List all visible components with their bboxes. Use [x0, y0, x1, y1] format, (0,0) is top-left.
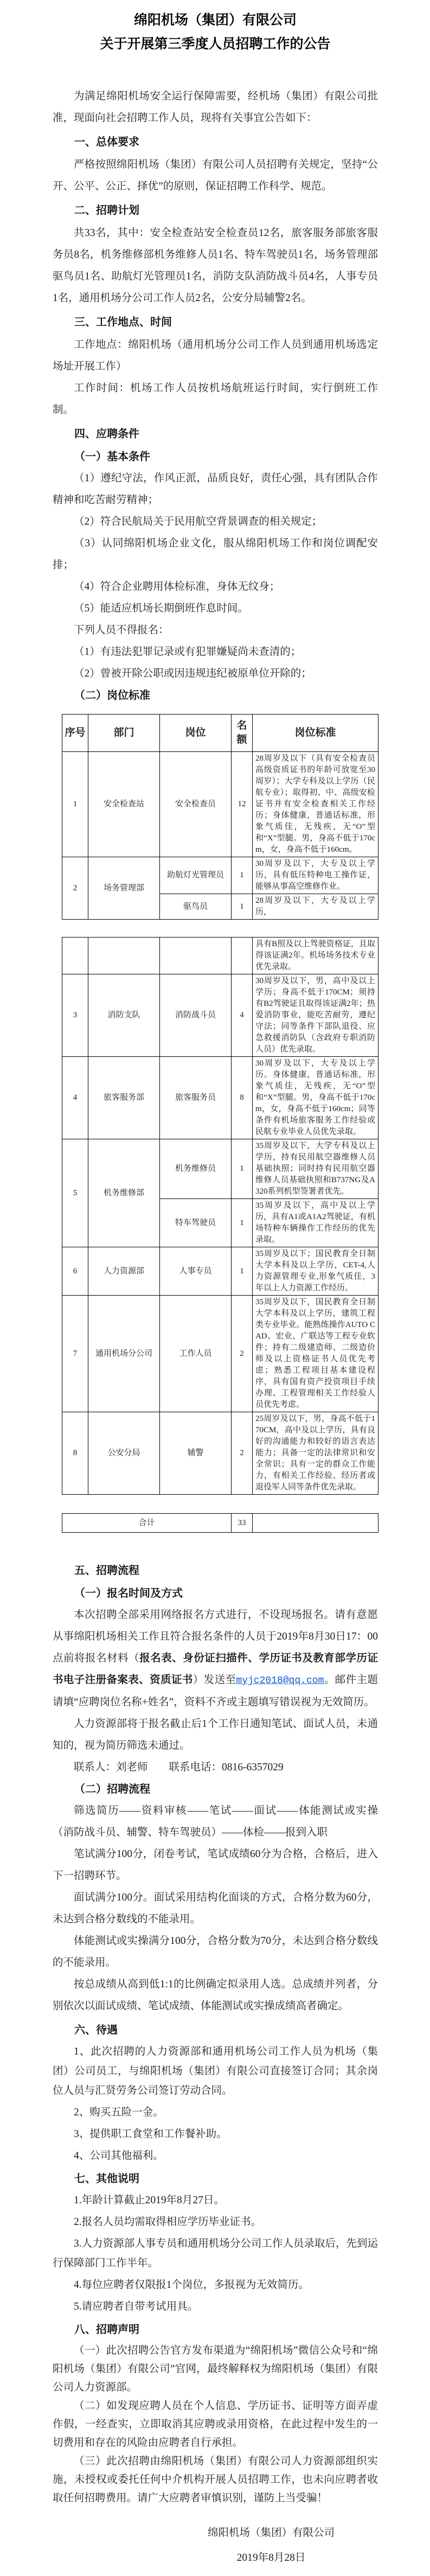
row6-post: 人事专员: [160, 1247, 232, 1296]
row1-dept: 安全检查站: [88, 752, 160, 857]
physical-test-paragraph: 体能测试或实操满分100分，合格分数为70分，未达到合格分数线的不能录用。: [53, 1935, 378, 1968]
row5b-quota: 1: [232, 1199, 253, 1247]
col-header-dept: 部门: [88, 715, 160, 752]
row8-standard: 25周岁及以下，男，身高不低于170CM，高中及以上学历，具有良好的沟通能力和较好的语言表达能力；具备一定的法律常识和安全常识；具有一定的群众工作能力，有相关工作经验、经历者或退役军人同等条件优先录取。: [253, 1412, 378, 1495]
interview-paragraph: 面试满分100分。面试采用结构化面谈的方式，合格分数为60分，未达到合格分数线的不能录用。: [53, 1892, 378, 1925]
row1-quota: 12: [232, 752, 253, 857]
table-row: [62, 1057, 378, 1139]
note-item-4: 4.每位应聘者仅限报1个岗位，多报视为无效简历。: [74, 2279, 309, 2291]
row2-dept: 场务管理部: [88, 857, 160, 920]
section4-heading: 四、应聘条件: [74, 428, 139, 440]
section1-heading: 一、总体要求: [74, 136, 139, 148]
table-row: [62, 1247, 378, 1296]
table-row: [62, 1412, 378, 1495]
row8-dept: 公安分局: [88, 1412, 160, 1495]
note-item-2: 2.报名人员均需取得相应学历毕业证书。: [74, 2216, 262, 2228]
table-row: [62, 938, 378, 974]
total-row: [62, 1514, 378, 1533]
row3-standard: 30周岁及以下，男，高中及以上学历；身高不低于170CM；须持有B2驾驶证且取得该证满2年；热爱消防事业，能吃苦耐劳，遵纪守法；同等条件下部队退役、应急救援消防队（含政府专职消防人员）优先录取。: [253, 974, 378, 1057]
row8-post: 辅警: [160, 1412, 232, 1495]
benefit-item-3: 3、提供职工食堂和工作餐补助。: [74, 2128, 227, 2140]
email-link[interactable]: myjc2018@qq.com: [236, 1675, 324, 1686]
row1-no: 1: [62, 752, 88, 857]
row7-post: 工作人员: [160, 1296, 232, 1412]
col-header-quota: 名额: [232, 715, 253, 752]
no-register-item-1: （1）有违法犯罪记录或有犯罪嫌疑尚未查清的；: [74, 646, 301, 658]
work-time-paragraph: 工作时间：机场工作人员按机场航班运行时间，实行倒班工作制。: [53, 382, 378, 416]
note-item-1: 1.年龄计算截止2019年8月27日。: [74, 2195, 224, 2206]
signature-block: [190, 2521, 352, 2571]
condition-item-2: （2）符合民航局关于民用航空背景调查的相关规定；: [74, 516, 323, 527]
section2-paragraph: 共33名，其中：安全检查站安全检查员12名，旅客服务部旅客服务员8名，机务维修部机务维修人员1名、特车驾驶员1名，场务管理部驱鸟员1名、助航灯光管理员1名，消防支队消防战斗员4名，人事专员1名，通用机场分公司工作人员2名，公安分局辅警2名。: [53, 227, 378, 304]
row3-post: 消防战斗员: [160, 974, 232, 1057]
job-table-header-row: [62, 715, 378, 752]
signature-date: 2019年8月28日: [236, 2552, 306, 2564]
section6-heading: 六、待遇: [74, 2024, 118, 2036]
row3-dept: 消防支队: [88, 974, 160, 1057]
process-flow-paragraph: 筛选简历——资料审核——笔试——面试——体能测试或实操（消防战斗员、辅警、特车驾驶员）——体检——报到入职: [53, 1805, 378, 1838]
basic-conditions-subheading: （一）基本条件: [74, 451, 150, 463]
section8-heading: 八、招聘声明: [74, 2324, 139, 2336]
col-header-standard: 岗位标准: [253, 715, 378, 752]
contact-line: 联系人：刘老师 联系电话：0816-6357029: [74, 1762, 284, 1773]
row6-no: 6: [62, 1247, 88, 1296]
note-item-5: 5.请应聘者自带考试用具。: [74, 2301, 198, 2312]
row2a-quota: 1: [232, 857, 253, 894]
row7-no: 7: [62, 1296, 88, 1412]
signup-text-post: 。邮件主题请填“应聘岗位名称+姓名”，资料不齐或主题填写错误视为无效简历。: [53, 1674, 378, 1708]
row2b-standard: 28周岁及以下，大专及以上学历，: [253, 894, 378, 920]
statement-item-1: （一）此次招聘公告官方发布渠道为“绵阳机场”微信公众号和“绵阳机场（集团）有限公司”官网，最终解释权为绵阳机场（集团）有限公司人力资源部。: [53, 2345, 378, 2393]
benefit-item-4: 4、公司其他福利。: [74, 2150, 164, 2161]
total-value-cell: 33: [232, 1514, 253, 1533]
row3-no: 3: [62, 974, 88, 1057]
row5a-post: 机务维修员: [160, 1139, 232, 1199]
row4-no: 4: [62, 1057, 88, 1139]
row8-no: 8: [62, 1412, 88, 1495]
row7-standard: 35周岁及以下，国民教育全日制大学本科及以上学历，建筑工程类专业毕业。能熟练操作AUTO CAD、宏业、广联达等工程专业软件；持有二级建造师、二级造价师及以上资格证书人员优先考虑；熟悉工程项目基本建设程序，具有国有资产投资项目手续办理、工程管理相关工作经验人员优先考虑。: [253, 1296, 378, 1412]
row5b-post: 特车驾驶员: [160, 1199, 232, 1247]
note-item-3: 3.人力资源部人事专员和通用机场分公司工作人员录取后，先到运行保障部门工作半年。: [53, 2238, 378, 2269]
job-table-part2: [62, 937, 378, 1495]
document-title-line2: 关于开展第三季度人员招聘工作的公告: [100, 37, 331, 52]
job-table-part1: [62, 714, 378, 920]
no-register-item-2: （2）曾被开除公职或因违规违纪被原单位开除的；: [74, 668, 312, 679]
benefit-item-1: 1、此次招聘的人力资源部和通用机场公司工作人员为机场（集团）公司员工，与绵阳机场（集团）有限公司直接签订合同；其余岗位人员与汇贤劳务公司签订劳动合同。: [53, 2046, 378, 2096]
statement-item-3: （三）此次招聘由绵阳机场（集团）有限公司人力资源部组织实施，未授权或委托任何中介机构开展人员招聘工作，也未向应聘者收取任何招聘费用。请广大应聘者审慎识别，谨防上当受骗！: [53, 2456, 378, 2504]
ranking-paragraph: 按总成绩从高到低1:1的比例确定拟录用人选。总成绩并列者，分别依次以面试成绩、笔试成绩、体能测试或实操成绩高者确定。: [53, 1979, 378, 2012]
col-header-no: 序号: [62, 715, 88, 752]
document-title-line1: 绵阳机场（集团）有限公司: [133, 13, 297, 28]
table-row: [62, 1296, 378, 1412]
row6-quota: 1: [232, 1247, 253, 1296]
job-table-total: [62, 1513, 378, 1533]
total-standard-empty: [253, 1514, 378, 1533]
written-exam-paragraph: 笔试满分100分，闭卷考试，笔试成绩60分为合格，合格后，进入下一招聘环节。: [53, 1848, 378, 1882]
cont-dept-empty: [88, 938, 160, 974]
section5-heading: 五、招聘流程: [74, 1565, 139, 1577]
row7-dept: 通用机场分公司: [88, 1296, 160, 1412]
intro-paragraph: 为满足绵阳机场安全运行保障需要，经机场（集团）有限公司批准，现面向社会招聘工作人员，现将有关事宜公告如下：: [53, 91, 378, 124]
signup-text-pre: 本次招聘全部采用网络报名方式进行，不设现场报名。请有意愿从事绵阳机场相关工作且符合报名条件的人员于2019年8月30日17：00点前将报名材料（: [53, 1609, 378, 1664]
statement-list: [53, 2342, 378, 2508]
row5a-standard: 35周岁及以下，大学专科及以上学历，持有民用航空器维修人员基础执照；同时持有民用航空器维修人员基础执照和B737NG及A320系列机型签署者优先。: [253, 1139, 378, 1199]
work-location-paragraph: 工作地点：绵阳机场（通用机场分公司工作人员到通用机场选定场址开展工作）: [53, 339, 378, 372]
row2b-quota: 1: [232, 894, 253, 920]
row2a-standard: 30周岁及以下，大专及以上学历，具有低压特种电工操作证，能够从事高空维修作业。: [253, 857, 378, 894]
signature-company: 绵阳机场（集团）有限公司: [207, 2527, 335, 2539]
row6-dept: 人力资源部: [88, 1247, 160, 1296]
total-label-cell: 合计: [62, 1514, 232, 1533]
cont-no-empty: [62, 938, 88, 974]
other-notes-list: [53, 2191, 378, 2317]
section1-paragraph: 严格按照绵阳机场（集团）有限公司人员招聘有关规定，坚持“公开、公平、公正、择优”的原则，保证招聘工作科学、规范。: [53, 159, 378, 192]
condition-item-4: （4）符合企业聘用体检标准，身体无纹身；: [74, 581, 280, 592]
cont-post-empty: [160, 938, 232, 974]
row2b-standard-continued: 具有B照及以上驾驶资格证，且取得该证满2年。机场场务技术专业优先录取。: [253, 938, 378, 974]
cont-quota-empty: [232, 938, 253, 974]
row5b-standard: 35周岁及以下，高中及以上学历，具有A1或A1A2驾驶证，有机场特种车辆操作工作经历的优先录取。: [253, 1199, 378, 1247]
signup-materials-bold: 报名表、身份证扫描件、学历证书及教育部学历证书电子注册备案表、资质证书: [53, 1653, 378, 1686]
document-title: [53, 9, 378, 56]
row4-standard: 30周岁及以下，大专及以上学历。身体健康，普通话标准，形象气质佳，无残疾，无“O”型和“X”型腿。男，身高不低于170cm，女，身高不低于160cm；同等条件有机场旅客服务工作经验或民航专业毕业人员优先录取。: [253, 1057, 378, 1139]
row4-post: 旅客服务员: [160, 1057, 232, 1139]
row2b-post: 驱鸟员: [160, 894, 232, 920]
row6-standard: 35周岁及以下；国民教育全日制大学本科及以上学历，CET-4,人力资源管理专业,形象气质佳，3年以上人力资源工作经历。: [253, 1247, 378, 1296]
benefit-item-2: 2、购买五险一金。: [74, 2107, 164, 2118]
benefits-list: [53, 2042, 378, 2166]
row5-no: 5: [62, 1139, 88, 1247]
statement-item-2: （二）如发现应聘人员在个人信息、学历证书、证明等方面弄虚作假，一经查实，立即取消其应聘或录用资格，在此过程中发生的一切费用和存在的风险由应聘者自行承担。: [53, 2400, 378, 2449]
row5a-quota: 1: [232, 1139, 253, 1199]
basic-conditions-list: [53, 468, 378, 685]
process-subheading: （二）招聘流程: [74, 1783, 150, 1795]
table-row: [62, 974, 378, 1057]
table-row: [62, 857, 378, 894]
signup-time-subheading: （一）报名时间及方式: [74, 1587, 183, 1599]
row2-no: 2: [62, 857, 88, 920]
condition-item-1: （1）遵纪守法，作风正派，品质良好，责任心强，具有团队合作精神和吃苦耐劳精神；: [53, 473, 378, 506]
signup-method-paragraph: [53, 1604, 378, 1713]
row4-quota: 8: [232, 1057, 253, 1139]
section2-heading: 二、招聘计划: [74, 205, 139, 216]
no-register-intro: 下列人员不得报名：: [74, 624, 169, 636]
section3-heading: 三、工作地点、时间: [74, 316, 172, 328]
row4-dept: 旅客服务部: [88, 1057, 160, 1139]
row7-quota: 2: [232, 1296, 253, 1412]
row1-standard: 28周岁及以下（具有安全检查员高级资质证书的年龄可放宽至30周岁）；大学专科及以上学历（民航专业）；取得初、中、高级安检证书并有安全检查相关工作经历；身体健康，普通话标准，形象气质佳，无残疾，无“O”型和“X”型腿。男，身高不低于170cm，女，身高不低于160cm。: [253, 752, 378, 857]
row8-quota: 2: [232, 1412, 253, 1495]
row3-quota: 4: [232, 974, 253, 1057]
row1-post: 安全检查员: [160, 752, 232, 857]
col-header-post: 岗位: [160, 715, 232, 752]
post-standard-subheading: （二）岗位标准: [74, 690, 150, 702]
row2a-post: 助航灯光管理员: [160, 857, 232, 894]
row5-dept: 机务维修部: [88, 1139, 160, 1247]
table-row: [62, 1139, 378, 1199]
notify-paragraph: 人力资源部将于报名截止后1个工作日通知笔试、面试人员，未通知的，视为简历筛选未通过。: [53, 1718, 378, 1751]
table-row: [62, 752, 378, 857]
section7-heading: 七、其他说明: [74, 2173, 139, 2185]
condition-item-3: （3）认同绵阳机场企业文化，服从绵阳机场工作和岗位调配安排；: [53, 538, 378, 571]
condition-item-5: （5）能适应机场长期倒班作息时间。: [74, 603, 248, 614]
signup-text-mid: ）发送至: [192, 1674, 236, 1686]
